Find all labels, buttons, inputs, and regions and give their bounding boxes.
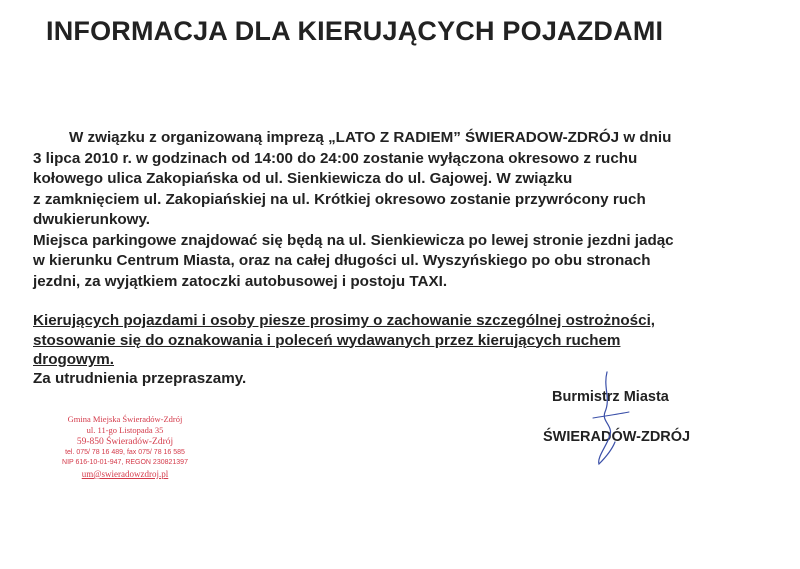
stamp-line: NIP 616-10-01-947, REGON 230821397 (62, 459, 188, 466)
signatory-role: Burmistrz Miasta (552, 389, 669, 405)
body-line: z zamknięciem ul. Zakopiańskiej na ul. Krótkiej okresowo zostanie przywrócony ruch (33, 190, 646, 208)
body-line: jezdni, za wyjątkiem zatoczki autobusowej i postoju TAXI. (33, 272, 448, 290)
body-line: Miejsca parkingowe znajdować się będą na ul. Sienkiewicza po lewej stronie jezdni jadąc (33, 231, 674, 249)
stamp-email: um@swieradowzdroj.pl (81, 469, 169, 479)
municipal-stamp (40, 414, 210, 480)
stamp-line: tel. 075/ 78 16 489, fax 075/ 78 16 585 (65, 449, 185, 456)
document-title: INFORMACJA DLA KIERUJĄCYCH POJAZDAMI (46, 16, 664, 46)
body-line: dwukierunkowy. (33, 211, 151, 228)
apology-text: Za utrudnienia przepraszamy. (33, 370, 247, 387)
warning-line: drogowym. (33, 351, 115, 368)
warning-line: stosowanie się do oznakowania i poleceń wydawanych przez kierujących ruchem (33, 331, 621, 349)
stamp-line: ul. 11-go Listopada 35 (86, 425, 164, 435)
caution-notice (33, 311, 773, 370)
warning-line: Kierujących pojazdami i osoby piesze prosimy o zachowanie szczególnej ostrożności, (33, 312, 656, 329)
body-line: kołowego ulica Zakopiańska od ul. Sienkiewicza do ul. Gajowej. W związku (33, 170, 573, 187)
stamp-line: Gmina Miejska Świeradów-Zdrój (67, 414, 183, 424)
body-line: W związku z organizowaną imprezą „LATO Z RADIEM” ŚWIERADOW-ZDRÓJ w dniu (69, 129, 672, 146)
signatory-place: ŚWIERADÓW-ZDRÓJ (543, 429, 691, 445)
announcement-body (33, 128, 773, 292)
body-line: w kierunku Centrum Miasta, oraz na całej długości ul. Wyszyńskiego po obu stronach (33, 252, 651, 269)
stamp-line: 59-850 Świeradów-Zdrój (76, 437, 174, 447)
handwritten-signature (585, 368, 635, 468)
body-line: 3 lipca 2010 r. w godzinach od 14:00 do 24:00 zostanie wyłączona okresowo z ruchu (33, 149, 638, 167)
